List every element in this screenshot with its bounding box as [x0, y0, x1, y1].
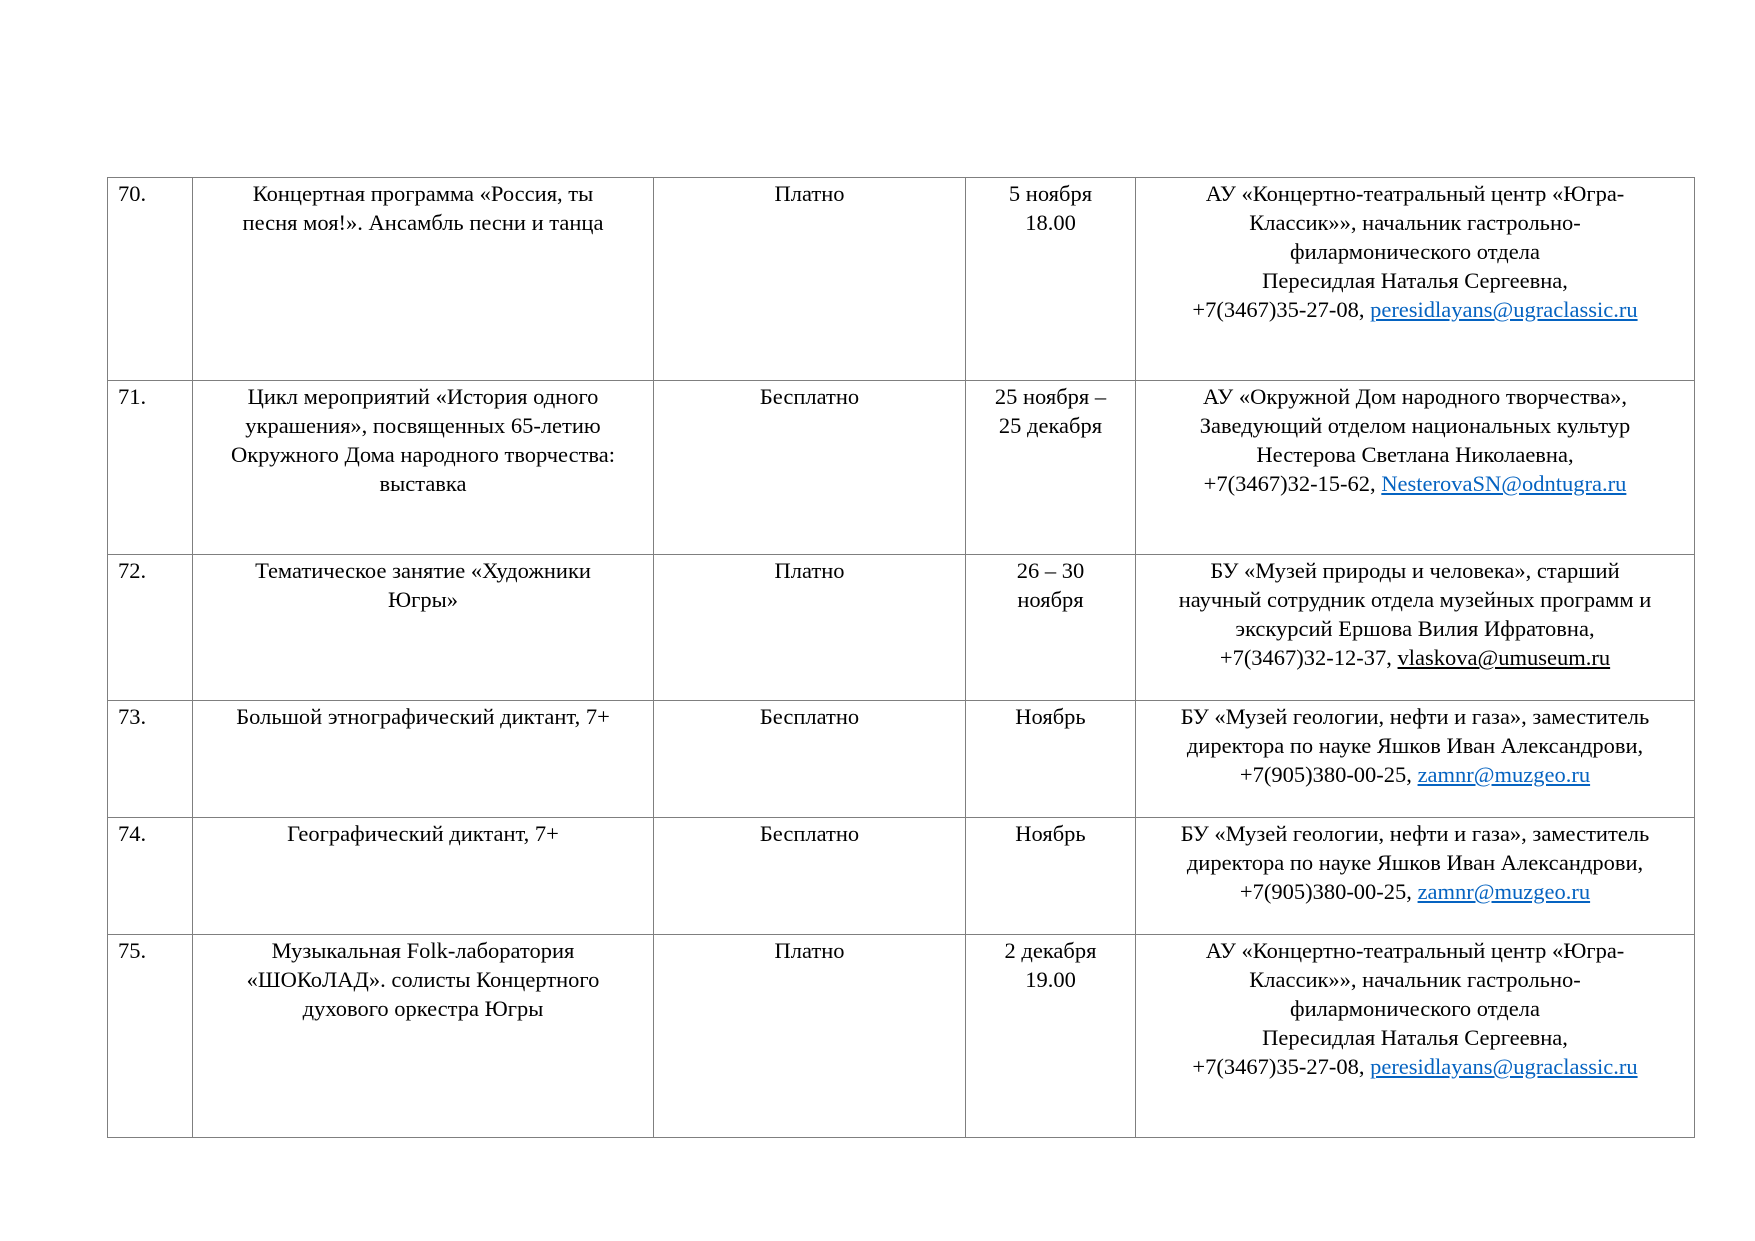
organizer-contact: БУ «Музей геологии, нефти и газа», заместитель директора по науке Яшков Иван Александрови, +7(905)380-00-25, zamnr@muzgeo.ru	[1136, 701, 1695, 818]
table-row	[108, 178, 1695, 381]
contact-phone: +7(3467)35-27-08,	[1192, 1054, 1371, 1079]
contact-phone: +7(3467)32-12-37,	[1219, 645, 1398, 670]
organizer-contact: АУ «Окружной Дом народного творчества», Заведующий отделом национальных культур Нестерова Светлана Николаевна, +7(3467)32-15-62, NesterovaSN@odntugra.ru	[1136, 381, 1695, 555]
event-title: Цикл мероприятий «История одного украшения», посвященных 65-летию Окружного Дома народного творчества: выставка	[193, 381, 654, 555]
events-table	[107, 177, 1695, 1138]
organizer-contact: БУ «Музей природы и человека», старший научный сотрудник отдела музейных программ и экскурсий Ершова Вилия Ифратовна, +7(3467)32-12-37, vlaskova@umuseum.ru	[1136, 555, 1695, 701]
row-number: 70.	[108, 178, 193, 381]
email-link[interactable]: NesterovaSN@odntugra.ru	[1381, 471, 1627, 496]
row-number: 74.	[108, 818, 193, 935]
email-link[interactable]: zamnr@muzgeo.ru	[1417, 762, 1591, 787]
payment-status: Платно	[654, 178, 966, 381]
email-link[interactable]: peresidlayans@ugraclassic.ru	[1370, 1054, 1638, 1079]
event-title: Географический диктант, 7+	[193, 818, 654, 935]
event-date: 26 – 30 ноября	[966, 555, 1136, 701]
payment-status: Платно	[654, 935, 966, 1138]
payment-status: Бесплатно	[654, 818, 966, 935]
table-row	[108, 555, 1695, 701]
organizer-contact: АУ «Концертно-театральный центр «Югра- Классик»», начальник гастрольно- филармонического отдела Пересидлая Наталья Сергеевна, +7(3467)35-27-08, peresidlayans@ugraclassic.ru	[1136, 935, 1695, 1138]
payment-status: Бесплатно	[654, 381, 966, 555]
contact-phone: +7(3467)32-15-62,	[1203, 471, 1382, 496]
organizer-contact: АУ «Концертно-театральный центр «Югра- Классик»», начальник гастрольно- филармонического отдела Пересидлая Наталья Сергеевна, +7(3467)35-27-08, peresidlayans@ugraclassic.ru	[1136, 178, 1695, 381]
email-link[interactable]: zamnr@muzgeo.ru	[1417, 879, 1591, 904]
payment-status: Бесплатно	[654, 701, 966, 818]
payment-status: Платно	[654, 555, 966, 701]
email-link[interactable]: vlaskova@umuseum.ru	[1397, 645, 1611, 670]
row-number: 73.	[108, 701, 193, 818]
event-date: Ноябрь	[966, 818, 1136, 935]
event-title: Большой этнографический диктант, 7+	[193, 701, 654, 818]
contact-phone: +7(3467)35-27-08,	[1192, 297, 1371, 322]
table-row	[108, 701, 1695, 818]
table-row	[108, 818, 1695, 935]
email-link[interactable]: peresidlayans@ugraclassic.ru	[1370, 297, 1638, 322]
table-row	[108, 381, 1695, 555]
row-number: 71.	[108, 381, 193, 555]
event-date: 2 декабря 19.00	[966, 935, 1136, 1138]
event-title: Музыкальная Folk-лаборатория «ШОКоЛАД». солисты Концертного духового оркестра Югры	[193, 935, 654, 1138]
event-date: Ноябрь	[966, 701, 1136, 818]
row-number: 75.	[108, 935, 193, 1138]
event-title: Концертная программа «Россия, ты песня моя!». Ансамбль песни и танца	[193, 178, 654, 381]
organizer-contact: БУ «Музей геологии, нефти и газа», заместитель директора по науке Яшков Иван Александрови, +7(905)380-00-25, zamnr@muzgeo.ru	[1136, 818, 1695, 935]
row-number: 72.	[108, 555, 193, 701]
contact-phone: +7(905)380-00-25,	[1239, 879, 1418, 904]
event-date: 5 ноября 18.00	[966, 178, 1136, 381]
event-date: 25 ноября – 25 декабря	[966, 381, 1136, 555]
event-title: Тематическое занятие «Художники Югры»	[193, 555, 654, 701]
contact-phone: +7(905)380-00-25,	[1239, 762, 1418, 787]
table-row	[108, 935, 1695, 1138]
